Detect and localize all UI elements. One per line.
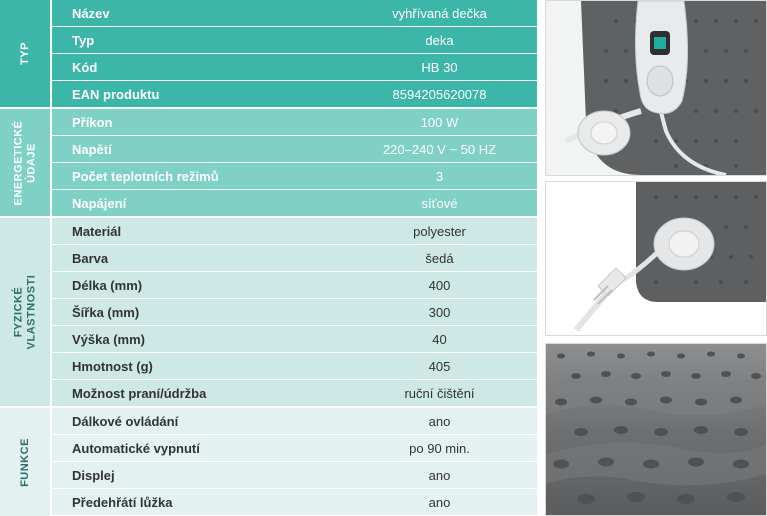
table-row bbox=[52, 408, 537, 434]
table-row bbox=[52, 489, 537, 515]
row-label: Kód bbox=[72, 59, 98, 75]
table-row bbox=[52, 353, 537, 379]
row-label: Počet teplotních režimů bbox=[72, 168, 219, 184]
row-value: 300 bbox=[428, 304, 451, 320]
table-row bbox=[52, 81, 537, 107]
row-label: Název bbox=[72, 5, 110, 21]
row-label: EAN produktu bbox=[72, 86, 160, 102]
row-value: ano bbox=[428, 467, 451, 483]
table-row bbox=[52, 380, 537, 406]
power-connector-icon bbox=[546, 182, 766, 335]
row-label: Příkon bbox=[72, 114, 113, 130]
table-row bbox=[52, 136, 537, 162]
row-value: síťové bbox=[421, 195, 458, 211]
group-label-line: VLASTNOSTI bbox=[25, 274, 38, 350]
table-row bbox=[52, 435, 537, 461]
table-row bbox=[52, 190, 537, 216]
group-label-energeticke-udaje bbox=[0, 109, 50, 216]
row-value: ano bbox=[428, 413, 451, 429]
table-row bbox=[52, 299, 537, 325]
row-value: 100 W bbox=[420, 114, 459, 130]
group-label-text bbox=[12, 120, 38, 205]
table-row bbox=[52, 109, 537, 135]
group-label-line: FYZICKÉ bbox=[12, 286, 25, 338]
remote-controller-icon bbox=[546, 1, 766, 175]
plush-fabric-icon bbox=[546, 344, 766, 515]
row-value: 3 bbox=[435, 168, 444, 184]
table-row bbox=[52, 27, 537, 53]
group-label-funkce bbox=[0, 408, 50, 516]
row-label: Dálkové ovládání bbox=[72, 413, 179, 429]
table-row bbox=[52, 462, 537, 488]
row-label: Délka (mm) bbox=[72, 277, 143, 293]
row-label: Barva bbox=[72, 250, 109, 266]
group-label-text: FUNKCE bbox=[18, 437, 31, 487]
row-value: HB 30 bbox=[421, 59, 458, 75]
row-value: deka bbox=[425, 32, 454, 48]
row-value: ruční čištění bbox=[404, 385, 475, 401]
group-label-typ bbox=[0, 0, 50, 107]
row-value: 220–240 V ~ 50 HZ bbox=[382, 141, 497, 157]
row-value: šedá bbox=[425, 250, 454, 266]
row-label: Typ bbox=[72, 32, 95, 48]
product-photo-controller bbox=[545, 0, 767, 176]
group-label-line: ÚDAJE bbox=[25, 142, 37, 183]
row-value: vyhřívaná dečka bbox=[392, 5, 487, 21]
product-photo-fabric bbox=[545, 343, 767, 516]
table-row bbox=[52, 218, 537, 244]
group-label-text bbox=[12, 275, 38, 350]
row-label: Displej bbox=[72, 467, 115, 483]
row-value: 400 bbox=[428, 277, 451, 293]
row-label: Možnost praní/údržba bbox=[72, 385, 207, 401]
group-label-fyzicke-vlastnosti bbox=[0, 218, 50, 406]
row-label: Materiál bbox=[72, 223, 122, 239]
table-row bbox=[52, 326, 537, 352]
row-label: Předehřátí lůžka bbox=[72, 494, 173, 510]
table-row bbox=[52, 0, 537, 26]
row-label: Hmotnost (g) bbox=[72, 358, 153, 374]
table-row bbox=[52, 54, 537, 80]
row-value: po 90 min. bbox=[409, 440, 470, 456]
row-label: Napětí bbox=[72, 141, 112, 157]
row-value: 40 bbox=[432, 331, 447, 347]
row-value: polyester bbox=[413, 223, 466, 239]
table-row bbox=[52, 163, 537, 189]
row-label: Výška (mm) bbox=[72, 331, 145, 347]
row-label: Napájení bbox=[72, 195, 127, 211]
row-value: 8594205620078 bbox=[392, 86, 487, 102]
row-label: Automatické vypnutí bbox=[72, 440, 200, 456]
table-row bbox=[52, 245, 537, 271]
group-label-text: TYP bbox=[18, 42, 31, 65]
group-label-line: ENERGETICKÉ bbox=[12, 120, 24, 205]
row-value: ano bbox=[428, 494, 451, 510]
product-photo-connector bbox=[545, 181, 767, 336]
row-value: 405 bbox=[428, 358, 451, 374]
table-row bbox=[52, 272, 537, 298]
row-label: Šířka (mm) bbox=[72, 304, 140, 320]
